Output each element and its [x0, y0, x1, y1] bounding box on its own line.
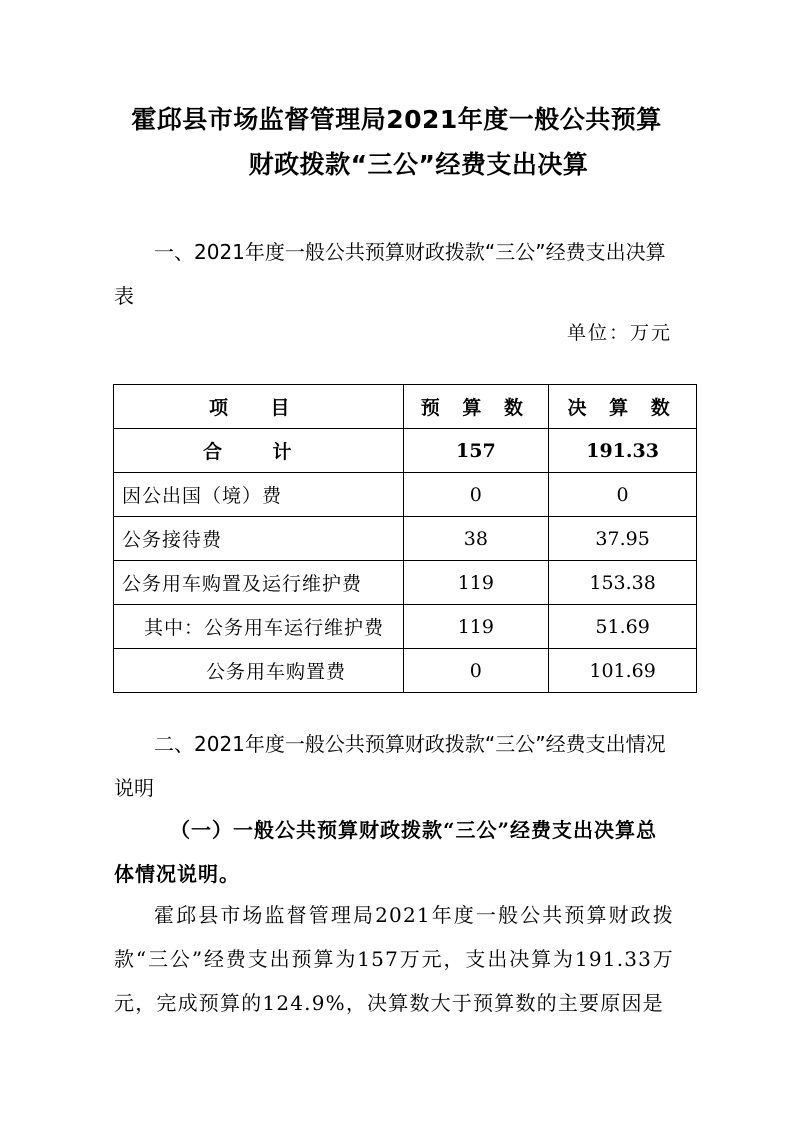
- row-item: 公务用车购置及运行维护费: [114, 561, 404, 605]
- row-budget: 0: [403, 473, 549, 517]
- table-row: [114, 473, 697, 517]
- row-actual: 37.95: [549, 517, 697, 561]
- row-actual: 191.33: [549, 429, 697, 473]
- row-item: 其中：公务用车运行维护费: [114, 605, 404, 649]
- unit-label: 单位：万元: [566, 322, 672, 344]
- row-actual: 153.38: [549, 561, 697, 605]
- row-budget: 0: [403, 649, 549, 693]
- row-budget: 157: [403, 429, 549, 473]
- row-item: 公务接待费: [114, 517, 404, 561]
- row-item: 合 计: [114, 429, 404, 473]
- row-actual: 51.69: [549, 605, 697, 649]
- table-header-row: [114, 385, 697, 429]
- row-actual: 0: [549, 473, 697, 517]
- document-title-line1: 霍邱县市场监督管理局2021年度一般公共预算: [131, 105, 662, 134]
- row-budget: 38: [403, 517, 549, 561]
- section1-heading: 一、2021年度一般公共预算财政拨款“三公”经费支出决算表: [114, 240, 666, 308]
- section2-subheading: （一）一般公共预算财政拨款“三公”经费支出决算总体情况说明。: [114, 818, 658, 886]
- table-row: [114, 649, 697, 693]
- section2-heading: 二、2021年度一般公共预算财政拨款“三公”经费支出情况说明: [114, 732, 666, 800]
- row-budget: 119: [403, 605, 549, 649]
- table-row: [114, 517, 697, 561]
- header-item: 项 目: [114, 385, 404, 429]
- row-actual: 101.69: [549, 649, 697, 693]
- section2-paragraph: 霍邱县市场监督管理局2021年度一般公共预算财政拨款“三公”经费支出预算为157万元，支出决算为191.33万元，完成预算的124.9%，决算数大于预算数的主要原因是: [114, 903, 674, 1015]
- document-title-line2: 财政拨款“三公”经费支出决算: [248, 150, 589, 179]
- table-row: [114, 605, 697, 649]
- header-actual: 决 算 数: [549, 385, 697, 429]
- row-item: 因公出国（境）费: [114, 473, 404, 517]
- expense-table: [113, 384, 697, 693]
- row-budget: 119: [403, 561, 549, 605]
- table-row: [114, 561, 697, 605]
- header-budget: 预 算 数: [403, 385, 549, 429]
- row-item: 公务用车购置费: [114, 649, 404, 693]
- table-row-total: [114, 429, 697, 473]
